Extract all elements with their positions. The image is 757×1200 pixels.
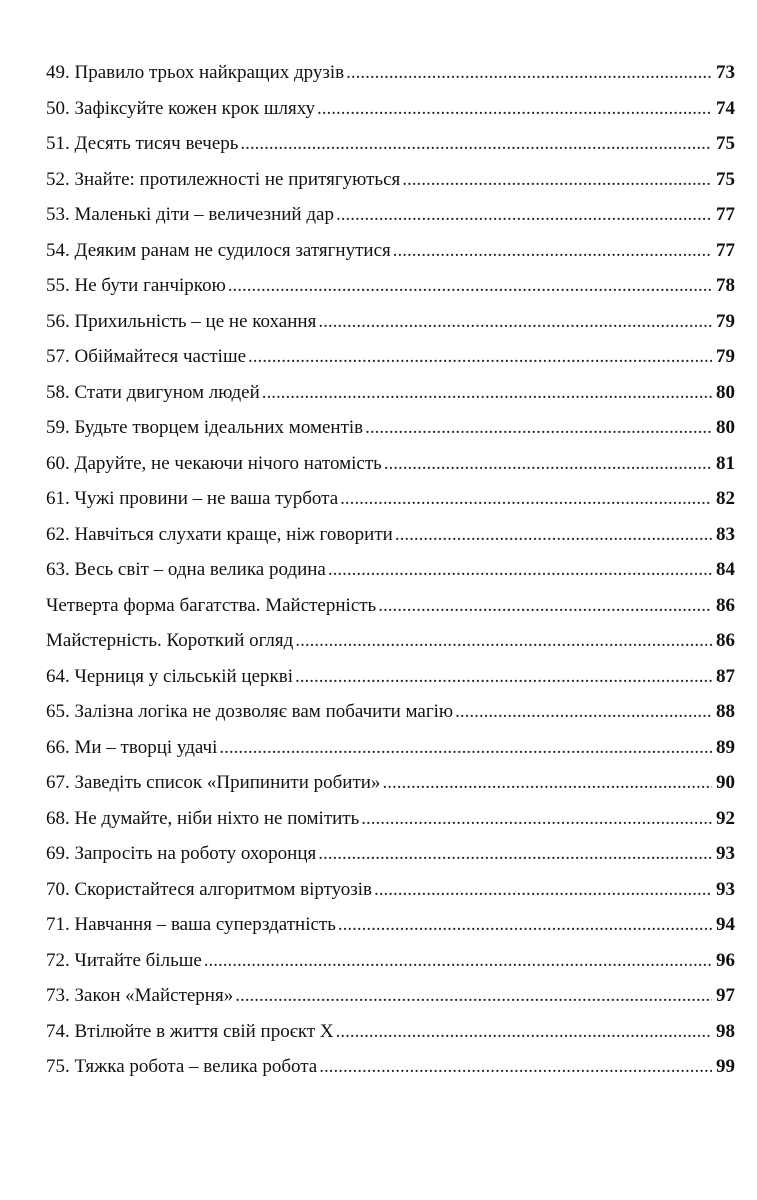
dot-leader bbox=[319, 1056, 712, 1078]
toc-entry bbox=[46, 701, 735, 737]
table-of-contents bbox=[46, 62, 735, 1092]
toc-entry-page-number: 77 bbox=[716, 239, 735, 261]
dot-leader bbox=[361, 808, 712, 830]
toc-entry bbox=[46, 950, 735, 986]
toc-entry-title: 61. Чужі провини – не ваша турбота bbox=[46, 488, 339, 509]
toc-entry bbox=[46, 737, 735, 773]
dot-leader bbox=[365, 417, 712, 439]
toc-entry bbox=[46, 346, 735, 382]
dot-leader bbox=[318, 311, 712, 333]
toc-entry-title: 55. Не бути ганчіркою bbox=[46, 275, 226, 296]
toc-entry-title: 66. Ми – творці удачі bbox=[46, 736, 218, 758]
toc-entry-title: 53. Маленькі діти – величезний дар bbox=[46, 204, 334, 225]
toc-entry-page-number: 74 bbox=[716, 97, 735, 119]
toc-entry-title: 58. Стати двигуном людей bbox=[46, 381, 260, 403]
toc-entry-title: Четверта форма багатства. Майстерність bbox=[46, 594, 377, 616]
toc-entry-page-number: 82 bbox=[716, 488, 735, 509]
toc-entry-title: 56. Прихильність – це не кохання bbox=[46, 310, 317, 332]
toc-entry bbox=[46, 985, 735, 1021]
dot-leader bbox=[328, 559, 712, 581]
toc-entry-page-number: 93 bbox=[716, 878, 735, 900]
dot-leader bbox=[402, 169, 712, 191]
dot-leader bbox=[340, 488, 712, 510]
toc-entry-title: 74. Втілюйте в життя свій проєкт X bbox=[46, 1020, 334, 1042]
toc-entry-page-number: 98 bbox=[716, 1020, 735, 1042]
toc-entry bbox=[46, 1056, 735, 1092]
toc-entry bbox=[46, 808, 735, 844]
toc-entry-title: 73. Закон «Майстерня» bbox=[46, 985, 234, 1006]
toc-entry-page-number: 86 bbox=[716, 594, 735, 616]
dot-leader bbox=[248, 346, 712, 368]
toc-entry-title: 59. Будьте творцем ідеальних моментів bbox=[46, 417, 364, 438]
toc-entry-page-number: 96 bbox=[716, 949, 735, 971]
dot-leader bbox=[295, 666, 712, 688]
dot-leader bbox=[336, 1021, 712, 1043]
dot-leader bbox=[384, 453, 712, 475]
toc-entry-page-number: 80 bbox=[716, 417, 735, 438]
toc-entry-page-number: 81 bbox=[716, 452, 735, 474]
dot-leader bbox=[395, 524, 712, 546]
toc-entry bbox=[46, 843, 735, 879]
toc-entry bbox=[46, 666, 735, 702]
toc-entry bbox=[46, 488, 735, 524]
toc-entry-page-number: 77 bbox=[716, 204, 735, 225]
dot-leader bbox=[262, 382, 712, 404]
toc-entry-title: 72. Читайте більше bbox=[46, 949, 202, 971]
toc-entry bbox=[46, 524, 735, 560]
toc-entry-title: 62. Навчіться слухати краще, ніж говорити bbox=[46, 523, 393, 545]
toc-entry bbox=[46, 559, 735, 595]
dot-leader bbox=[240, 133, 712, 155]
dot-leader bbox=[338, 914, 712, 936]
toc-entry-page-number: 93 bbox=[716, 843, 735, 864]
toc-entry-title: 64. Черниця у сільській церкві bbox=[46, 665, 293, 687]
toc-entry-title: 65. Залізна логіка не дозволяє вам побачити магію bbox=[46, 701, 454, 722]
toc-entry bbox=[46, 98, 735, 134]
toc-entry bbox=[46, 382, 735, 418]
dot-leader bbox=[336, 204, 712, 226]
toc-entry-title: 57. Обіймайтеся частіше bbox=[46, 346, 247, 367]
toc-entry-page-number: 79 bbox=[716, 346, 735, 367]
toc-entry-title: 67. Заведіть список «Припинити робити» bbox=[46, 772, 381, 793]
dot-leader bbox=[204, 950, 712, 972]
toc-entry-page-number: 75 bbox=[716, 168, 735, 190]
dot-leader bbox=[382, 772, 712, 794]
dot-leader bbox=[318, 843, 712, 865]
toc-entry bbox=[46, 169, 735, 205]
toc-entry-page-number: 89 bbox=[716, 736, 735, 758]
toc-entry-title: 49. Правило трьох найкращих друзів bbox=[46, 62, 345, 83]
toc-entry-title: 70. Скористайтеся алгоритмом віртуозів bbox=[46, 878, 372, 900]
toc-entry-page-number: 83 bbox=[716, 523, 735, 545]
toc-entry-title: 52. Знайте: протилежності не притягуються bbox=[46, 168, 401, 190]
toc-entry-page-number: 79 bbox=[716, 310, 735, 332]
toc-entry-page-number: 97 bbox=[716, 985, 735, 1006]
toc-entry bbox=[46, 453, 735, 489]
dot-leader bbox=[378, 595, 712, 617]
dot-leader bbox=[228, 275, 712, 297]
toc-entry-page-number: 94 bbox=[716, 914, 735, 935]
toc-entry-page-number: 73 bbox=[716, 62, 735, 83]
toc-entry-page-number: 99 bbox=[716, 1056, 735, 1077]
dot-leader bbox=[219, 737, 712, 759]
toc-entry bbox=[46, 879, 735, 915]
toc-entry-page-number: 84 bbox=[716, 559, 735, 580]
toc-entry bbox=[46, 595, 735, 631]
dot-leader bbox=[346, 62, 712, 84]
toc-entry bbox=[46, 417, 735, 453]
toc-entry bbox=[46, 630, 735, 666]
toc-entry-title: 51. Десять тисяч вечерь bbox=[46, 133, 239, 154]
toc-entry-page-number: 86 bbox=[716, 630, 735, 651]
toc-entry-title: 50. Зафіксуйте кожен крок шляху bbox=[46, 97, 315, 119]
toc-entry-title: 75. Тяжка робота – велика робота bbox=[46, 1056, 318, 1077]
toc-entry bbox=[46, 204, 735, 240]
toc-entry-title: 68. Не думайте, ніби ніхто не помітить bbox=[46, 807, 360, 829]
toc-entry bbox=[46, 772, 735, 808]
toc-entry bbox=[46, 1021, 735, 1057]
toc-entry-page-number: 87 bbox=[716, 665, 735, 687]
dot-leader bbox=[295, 630, 712, 652]
dot-leader bbox=[374, 879, 712, 901]
toc-entry-title: 69. Запросіть на роботу охоронця bbox=[46, 843, 317, 864]
toc-entry bbox=[46, 62, 735, 98]
toc-entry bbox=[46, 275, 735, 311]
toc-entry-page-number: 92 bbox=[716, 807, 735, 829]
toc-entry-page-number: 75 bbox=[716, 133, 735, 154]
toc-entry-page-number: 90 bbox=[716, 772, 735, 793]
dot-leader bbox=[455, 701, 712, 723]
toc-entry-title: 71. Навчання – ваша суперздатність bbox=[46, 914, 336, 935]
toc-entry-title: 60. Даруйте, не чекаючи нічого натомість bbox=[46, 452, 382, 474]
toc-entry bbox=[46, 240, 735, 276]
toc-entry-title: 54. Деяким ранам не судилося затягнутися bbox=[46, 239, 391, 261]
toc-entry-page-number: 88 bbox=[716, 701, 735, 722]
toc-entry bbox=[46, 914, 735, 950]
toc-entry bbox=[46, 311, 735, 347]
toc-entry-page-number: 78 bbox=[716, 275, 735, 296]
dot-leader bbox=[317, 98, 712, 120]
dot-leader bbox=[235, 985, 712, 1007]
toc-entry-page-number: 80 bbox=[716, 381, 735, 403]
toc-entry-title: Майстерність. Короткий огляд bbox=[46, 630, 294, 651]
toc-entry-title: 63. Весь світ – одна велика родина bbox=[46, 559, 326, 580]
dot-leader bbox=[393, 240, 712, 262]
toc-entry bbox=[46, 133, 735, 169]
